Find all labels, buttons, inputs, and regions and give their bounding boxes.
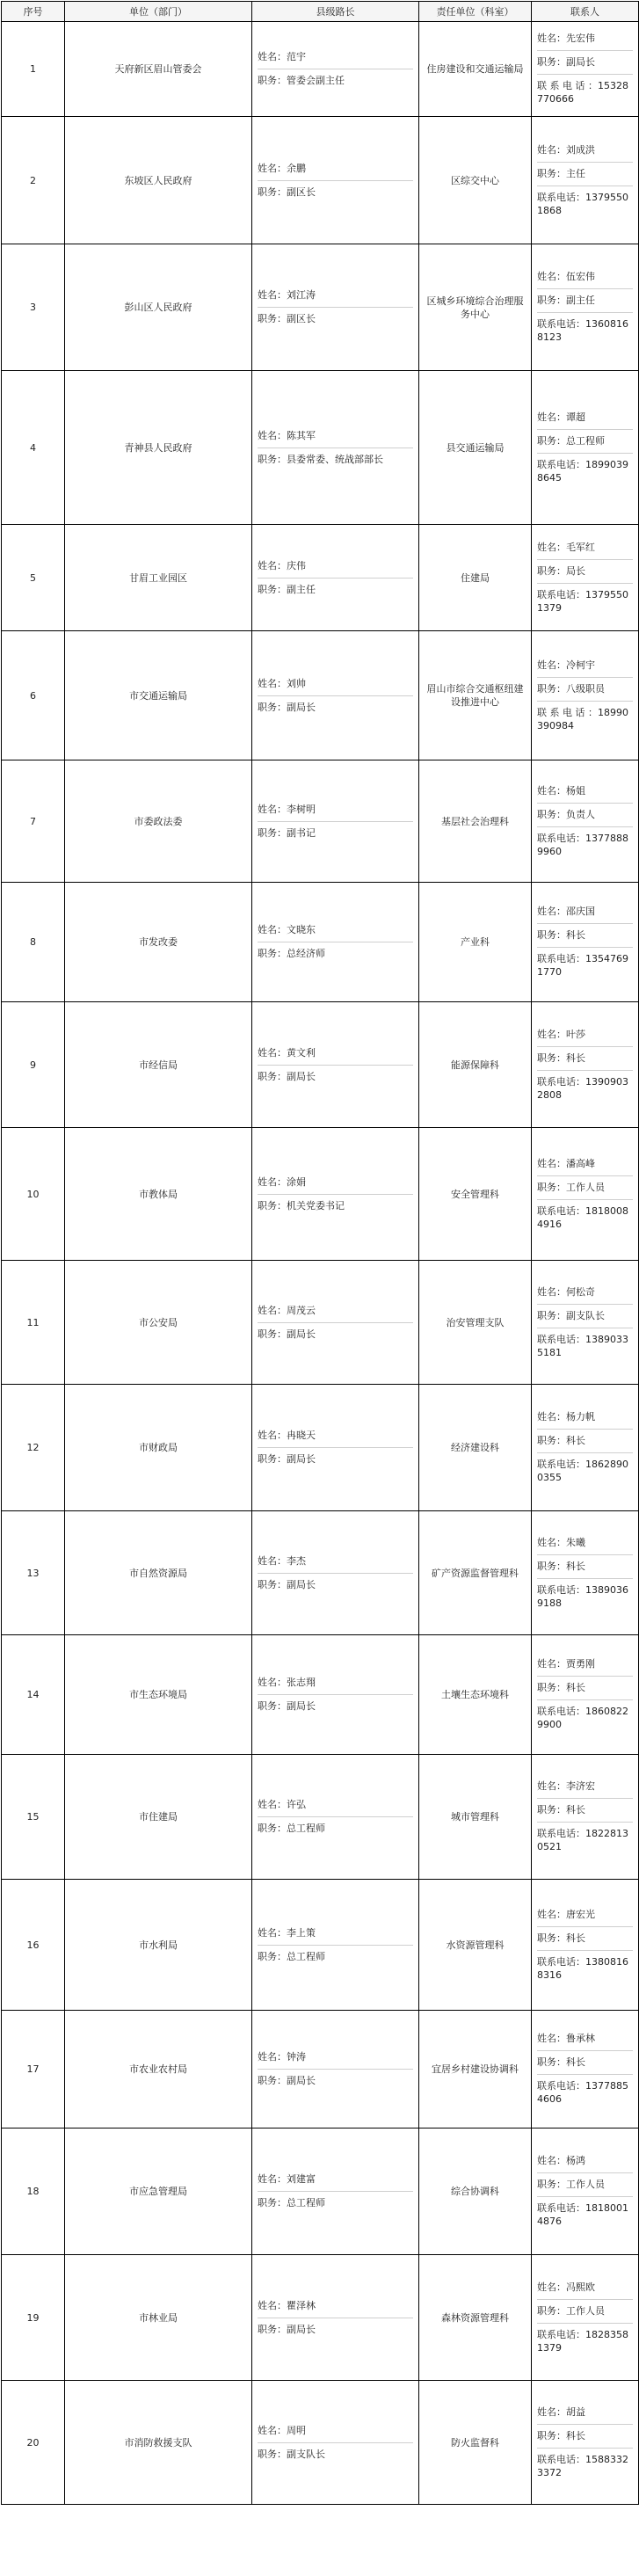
leader-cell [252,883,419,1002]
row-number: 19 [2,2255,65,2381]
contact-phone: 联系电话：13608168123 [537,318,628,343]
leader-name: 姓名：周明 [258,2420,413,2443]
row-number: 13 [2,1511,65,1635]
contact-name: 姓名：谭超 [537,406,633,430]
header-dept: 责任单位（科室） [419,2,532,22]
contact-cell [532,883,639,1002]
contact-phone: 联系电话：13795501868 [537,191,628,216]
table-row [2,371,639,525]
row-number: 11 [2,1261,65,1385]
contact-name: 姓名：叶莎 [537,1023,633,1047]
unit-name: 市交通运输局 [65,631,252,760]
leader-name: 姓名：刘建富 [258,2168,413,2192]
table-row [2,760,639,883]
contact-phone: 联系电话：13808168316 [537,1955,628,1981]
leader-name: 姓名：李上策 [258,1922,413,1946]
contact-cell [532,1880,639,2011]
leader-cell [252,1635,419,1755]
contact-cell [532,1128,639,1261]
row-number: 6 [2,631,65,760]
responsible-dept: 水资源管理科 [419,1880,532,2011]
responsible-dept: 区综交中心 [419,117,532,244]
table-row [2,1511,639,1635]
leader-name: 姓名：范宇 [258,46,413,69]
row-number: 10 [2,1128,65,1261]
header-seq: 序号 [2,2,65,22]
leader-title: 职务：副局长 [258,1700,316,1712]
row-number: 16 [2,1880,65,2011]
leader-name: 姓名：周茂云 [258,1299,413,1323]
leader-name: 姓名：冉晓天 [258,1424,413,1448]
contact-name: 姓名：伍宏伟 [537,266,633,289]
unit-name: 市消防救援支队 [65,2381,252,2505]
contact-phone: 联系电话：13890335181 [537,1333,628,1358]
table-row [2,2255,639,2381]
table-row [2,2128,639,2255]
leader-title: 职务：总工程师 [258,2197,325,2209]
contact-phone: 联系电话：18628900355 [537,1459,628,1483]
leader-name: 姓名：陈其军 [258,425,413,448]
contact-phone: 联系电话：13890369188 [537,1583,628,1609]
row-number: 9 [2,1002,65,1128]
contact-title: 职务：科长 [537,1927,633,1951]
leader-cell [252,244,419,371]
leader-title: 职务：副局长 [258,1070,316,1082]
contact-name: 姓名：刘成洪 [537,139,633,163]
leader-title: 职务：副书记 [258,826,316,839]
table-row [2,22,639,117]
contact-cell [532,117,639,244]
contact-cell [532,1635,639,1755]
leader-name: 姓名：李树明 [258,798,413,822]
contact-title: 职务：总工程师 [537,430,633,454]
contact-cell [532,371,639,525]
leader-name: 姓名：刘帅 [258,673,413,696]
leader-cell [252,1755,419,1880]
contact-title: 职务：科长 [537,1555,633,1579]
contact-name: 姓名：杨鸿 [537,2150,633,2173]
table-row [2,1002,639,1128]
header-unit: 单位（部门） [65,2,252,22]
contact-name: 姓名：朱曦 [537,1532,633,1555]
contact-title: 职务：科长 [537,1799,633,1823]
contact-name: 姓名：李济宏 [537,1775,633,1799]
contact-cell [532,1755,639,1880]
unit-name: 市林业局 [65,2255,252,2381]
contact-name: 姓名：冷柯宇 [537,654,633,678]
contact-cell [532,525,639,631]
responsible-dept: 县交通运输局 [419,371,532,525]
unit-name: 市教体局 [65,1128,252,1261]
contact-phone: 联系电话：15883323372 [537,2453,628,2478]
contact-name: 姓名：何松奇 [537,1281,633,1305]
row-number: 18 [2,2128,65,2255]
contact-title: 职务：副支队长 [537,1305,633,1328]
contact-name: 姓名：唐宏光 [537,1903,633,1927]
leader-name: 姓名：余鹏 [258,157,413,181]
row-number: 14 [2,1635,65,1755]
leader-title: 职务：副局长 [258,701,316,713]
contact-cell [532,244,639,371]
leader-name: 姓名：涂娟 [258,1171,413,1195]
table-row [2,117,639,244]
responsible-dept: 矿产资源监督管理科 [419,1511,532,1635]
contact-name: 姓名：先宏伟 [537,27,633,51]
contact-title: 职务：工作人员 [537,2173,633,2197]
unit-name: 天府新区眉山管委会 [65,22,252,117]
leader-cell [252,2381,419,2505]
responsible-dept: 森林资源管理科 [419,2255,532,2381]
table-row [2,525,639,631]
contact-title: 职务：科长 [537,2051,633,2075]
leader-title: 职务：副局长 [258,1578,316,1590]
leader-cell [252,2128,419,2255]
leader-title: 职务：总经济师 [258,948,325,959]
leader-title: 职务：副主任 [258,583,316,595]
row-number: 3 [2,244,65,371]
leader-title: 职务：副局长 [258,2323,316,2335]
table-row [2,1385,639,1511]
responsible-dept: 经济建设科 [419,1385,532,1511]
header-leader: 县级路长 [252,2,419,22]
contact-phone: 联系电话：13909032808 [537,1075,628,1101]
leader-cell [252,117,419,244]
table-row [2,631,639,760]
leader-cell [252,760,419,883]
responsible-dept: 能源保障科 [419,1002,532,1128]
row-number: 4 [2,371,65,525]
contact-title: 职务：科长 [537,1047,633,1071]
contact-name: 姓名：冯熙欧 [537,2276,633,2300]
contact-title: 职务：负责人 [537,804,633,827]
contact-title: 职务：副局长 [537,51,633,75]
leader-title: 职务：管委会副主任 [258,75,345,86]
header-contact: 联系人 [532,2,639,22]
contact-cell [532,2011,639,2128]
row-number: 2 [2,117,65,244]
unit-name: 市农业农村局 [65,2011,252,2128]
row-number: 20 [2,2381,65,2505]
leader-cell [252,1261,419,1385]
contact-title: 职务：八级职员 [537,678,633,702]
responsible-dept: 住房建设和交通运输局 [419,22,532,117]
contact-name: 姓名：毛军红 [537,536,633,560]
contact-name: 姓名：潘高峰 [537,1153,633,1176]
responsible-dept: 土壤生态环境科 [419,1635,532,1755]
table-row [2,1128,639,1261]
contact-cell [532,760,639,883]
leader-title: 职务：副局长 [258,1453,316,1465]
contact-phone: 联系电话：13547691770 [537,953,628,978]
contact-name: 姓名：胡益 [537,2401,633,2425]
contact-title: 职务：科长 [537,1677,633,1700]
contact-cell [532,631,639,760]
contact-cell [532,2128,639,2255]
leader-cell [252,2255,419,2381]
road-chief-table [1,1,639,2505]
responsible-dept: 防火监督科 [419,2381,532,2505]
leader-title: 职务：副区长 [258,186,316,198]
contact-phone: 联系电话：18180084916 [537,1204,628,1230]
table-row [2,2381,639,2505]
responsible-dept: 眉山市综合交通枢纽建设推进中心 [419,631,532,760]
responsible-dept: 安全管理科 [419,1128,532,1261]
leader-cell [252,525,419,631]
contact-phone: 联系电话：13778889960 [537,832,628,857]
responsible-dept: 治安管理支队 [419,1261,532,1385]
table-row [2,1261,639,1385]
unit-name: 市住建局 [65,1755,252,1880]
contact-cell [532,1511,639,1635]
unit-name: 彭山区人民政府 [65,244,252,371]
leader-cell [252,631,419,760]
leader-name: 姓名：张志翔 [258,1671,413,1695]
leader-name: 姓名：李杰 [258,1550,413,1574]
unit-name: 市财政局 [65,1385,252,1511]
leader-title: 职务：总工程师 [258,1823,325,1834]
leader-title: 职务：县委常委、统战部部长 [258,453,383,465]
contact-title: 职务：副主任 [537,289,633,313]
responsible-dept: 产业科 [419,883,532,1002]
contact-name: 姓名：杨力帆 [537,1406,633,1430]
contact-phone: 联系电话：18990398645 [537,458,628,484]
contact-name: 姓名：邵庆国 [537,900,633,924]
leader-cell [252,1880,419,2011]
leader-cell [252,22,419,117]
responsible-dept: 城市管理科 [419,1755,532,1880]
leader-name: 姓名：文晓东 [258,919,413,942]
row-number: 12 [2,1385,65,1511]
contact-phone: 联系电话：13795501379 [537,588,628,614]
contact-name: 姓名：杨姐 [537,780,633,804]
contact-cell [532,22,639,117]
leader-name: 姓名：钟涛 [258,2046,413,2070]
unit-name: 市委政法委 [65,760,252,883]
leader-name: 姓名：庆伟 [258,555,413,579]
row-number: 15 [2,1755,65,1880]
unit-name: 市应急管理局 [65,2128,252,2255]
unit-name: 市经信局 [65,1002,252,1128]
contact-title: 职务：工作人员 [537,1176,633,1200]
leader-cell [252,1385,419,1511]
contact-cell [532,1261,639,1385]
table-row [2,2011,639,2128]
row-number: 1 [2,22,65,117]
contact-cell [532,1385,639,1511]
leader-title: 职务：总工程师 [258,1950,325,1962]
leader-cell [252,1128,419,1261]
contact-title: 职务：科长 [537,2425,633,2449]
contact-phone: 联系电话：18228130521 [537,1828,628,1852]
leader-title: 职务：副支队长 [258,2448,325,2460]
table-row [2,244,639,371]
responsible-dept: 基层社会治理科 [419,760,532,883]
contact-name: 姓名：贾勇刚 [537,1653,633,1677]
row-number: 8 [2,883,65,1002]
responsible-dept: 住建局 [419,525,532,631]
leader-title: 职务：副局长 [258,1328,316,1340]
unit-name: 市自然资源局 [65,1511,252,1635]
contact-phone: 联系电话：18180014876 [537,2202,628,2227]
contact-title: 职务：局长 [537,560,633,584]
leader-cell [252,1511,419,1635]
contact-phone: 联 系 电 话 ：15328770666 [537,80,628,105]
leader-name: 姓名：刘江涛 [258,284,413,308]
unit-name: 青神县人民政府 [65,371,252,525]
contact-phone: 联系电话：18608229900 [537,1706,628,1730]
responsible-dept: 区城乡环境综合治理服务中心 [419,244,532,371]
unit-name: 市水利局 [65,1880,252,2011]
leader-title: 职务：副局长 [258,2075,316,2086]
row-number: 7 [2,760,65,883]
header-row [2,2,639,22]
leader-name: 姓名：黄文利 [258,1042,413,1066]
table-row [2,1635,639,1755]
contact-title: 职务：工作人员 [537,2300,633,2324]
leader-title: 职务：机关党委书记 [258,1199,345,1212]
table-row [2,1880,639,2011]
contact-phone: 联系电话：18283581379 [537,2328,628,2354]
unit-name: 市公安局 [65,1261,252,1385]
contact-cell [532,2255,639,2381]
unit-name: 东坡区人民政府 [65,117,252,244]
leader-name: 姓名：瞿泽林 [258,2295,413,2318]
unit-name: 市发改委 [65,883,252,1002]
leader-name: 姓名：许弘 [258,1794,413,1817]
contact-title: 职务：科长 [537,924,633,948]
leader-cell [252,2011,419,2128]
unit-name: 市生态环境局 [65,1635,252,1755]
row-number: 5 [2,525,65,631]
contact-phone: 联 系 电 话 ：18990390984 [537,706,628,731]
table-row [2,883,639,1002]
leader-title: 职务：副区长 [258,313,316,324]
responsible-dept: 宜居乡村建设协调科 [419,2011,532,2128]
contact-cell [532,1002,639,1128]
contact-phone: 联系电话：13778854606 [537,2080,628,2105]
unit-name: 甘眉工业园区 [65,525,252,631]
contact-cell [532,2381,639,2505]
contact-title: 职务：主任 [537,163,633,186]
leader-cell [252,1002,419,1128]
responsible-dept: 综合协调科 [419,2128,532,2255]
contact-title: 职务：科长 [537,1430,633,1453]
contact-name: 姓名：鲁承林 [537,2027,633,2051]
leader-cell [252,371,419,525]
row-number: 17 [2,2011,65,2128]
table-row [2,1755,639,1880]
